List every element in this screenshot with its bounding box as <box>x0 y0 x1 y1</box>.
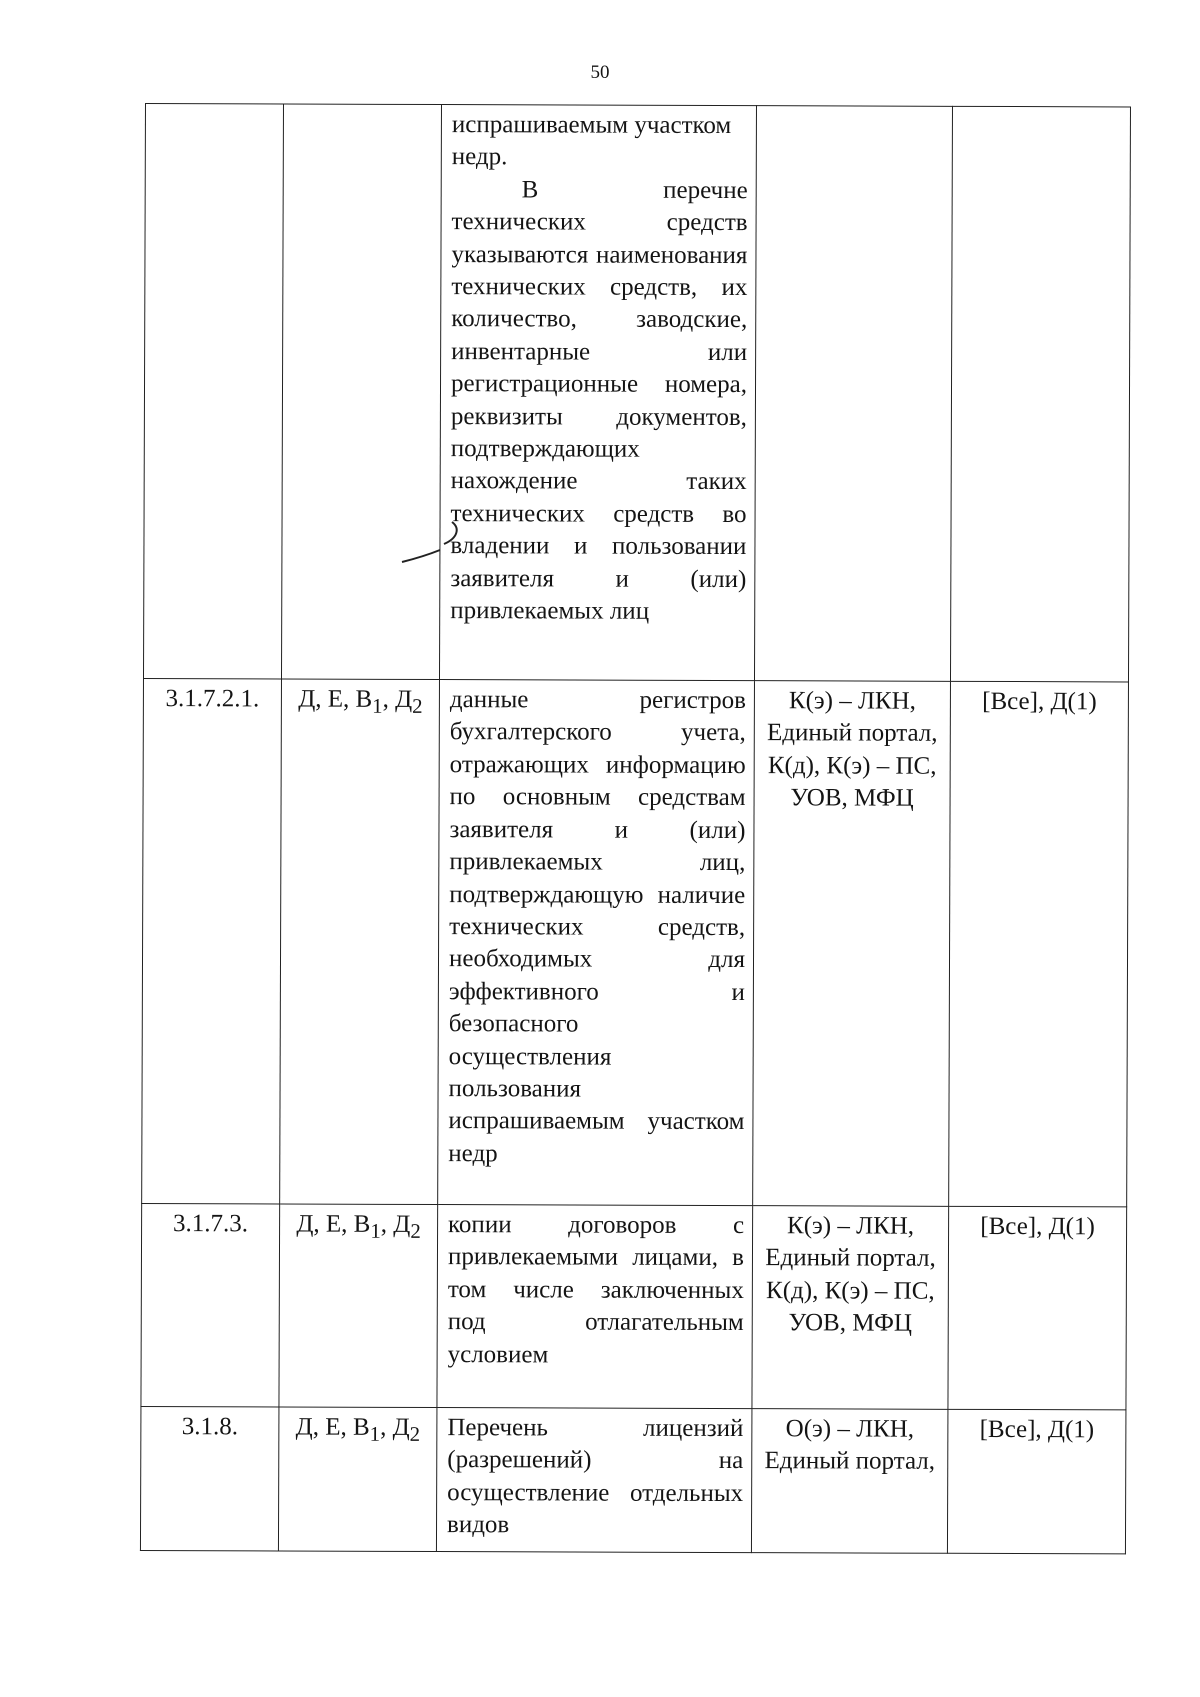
row-submission-method: К(э) – ЛКН, Единый портал, К(д), К(э) – ПС, УОВ, МФЦ <box>752 1206 949 1410</box>
codes-part: , Д <box>380 1413 410 1441</box>
row-applicability: [Все], Д(1) <box>948 1206 1127 1410</box>
document-table <box>140 103 1130 1554</box>
row-applicability: [Все], Д(1) <box>947 1409 1126 1554</box>
codes-part: Д, Е, В <box>296 1210 371 1238</box>
row-applicability <box>950 106 1130 682</box>
codes-part: , Д <box>380 1210 411 1238</box>
row-codes <box>281 104 441 680</box>
row-submission-method: О(э) – ЛКН, Единый портал, <box>751 1409 948 1554</box>
row-codes <box>280 679 440 1204</box>
codes-part: , Д <box>382 685 413 713</box>
row-submission-method: К(э) – ЛКН, Единый портал, К(д), К(э) – ПС, УОВ, МФЦ <box>753 681 951 1207</box>
row-number: 3.1.7.2.1. <box>142 679 282 1204</box>
table-row <box>143 104 1130 682</box>
row-description <box>439 105 756 681</box>
description-paragraph: В перечне технических средств указываются наименования технических средств, их количество, заводские, инвентарные или регистрационные номера, реквизиты документов, подтверждающих нахождение таких технических средств во владении и пользовании заявителя и (или) привлекаемых лиц <box>450 176 748 625</box>
codes-part: Д, Е, В <box>295 1413 370 1441</box>
row-number: 3.1.7.3. <box>141 1203 280 1407</box>
codes-part: Д, Е, В <box>298 685 373 713</box>
row-submission-method <box>754 106 952 682</box>
description-line: испрашиваемым участком недр. <box>451 111 732 171</box>
table-row <box>141 1203 1127 1410</box>
table-row <box>140 1407 1125 1554</box>
codes-subscript: 2 <box>412 693 423 719</box>
codes-subscript: 1 <box>369 1421 381 1446</box>
row-number <box>143 104 283 680</box>
table-row <box>142 679 1129 1207</box>
row-codes <box>278 1407 437 1551</box>
codes-subscript: 2 <box>409 1421 421 1447</box>
row-description: Перечень лицензий (разрешений) на осуществление отдельных видов <box>436 1408 752 1553</box>
row-number: 3.1.8. <box>140 1407 279 1551</box>
row-description: данные регистров бухгалтерского учета, отражающих информацию по основным средствам заявителя и (или) привлекаемых лиц, подтверждающую наличие технических средств, необходимых для эффективного и безопасного осуществления пользования испрашиваемым участком недр <box>438 680 755 1206</box>
page-number: 50 <box>590 62 610 83</box>
row-codes <box>279 1204 438 1408</box>
codes-subscript: 2 <box>410 1218 421 1243</box>
codes-subscript: 1 <box>370 1218 381 1243</box>
handwritten-check-mark <box>400 510 480 570</box>
codes-subscript: 1 <box>372 693 383 718</box>
row-description: копии договоров с привлекаемыми лицами, в том числе заключенных под отлагательным условием <box>437 1205 753 1409</box>
row-applicability: [Все], Д(1) <box>949 681 1129 1207</box>
